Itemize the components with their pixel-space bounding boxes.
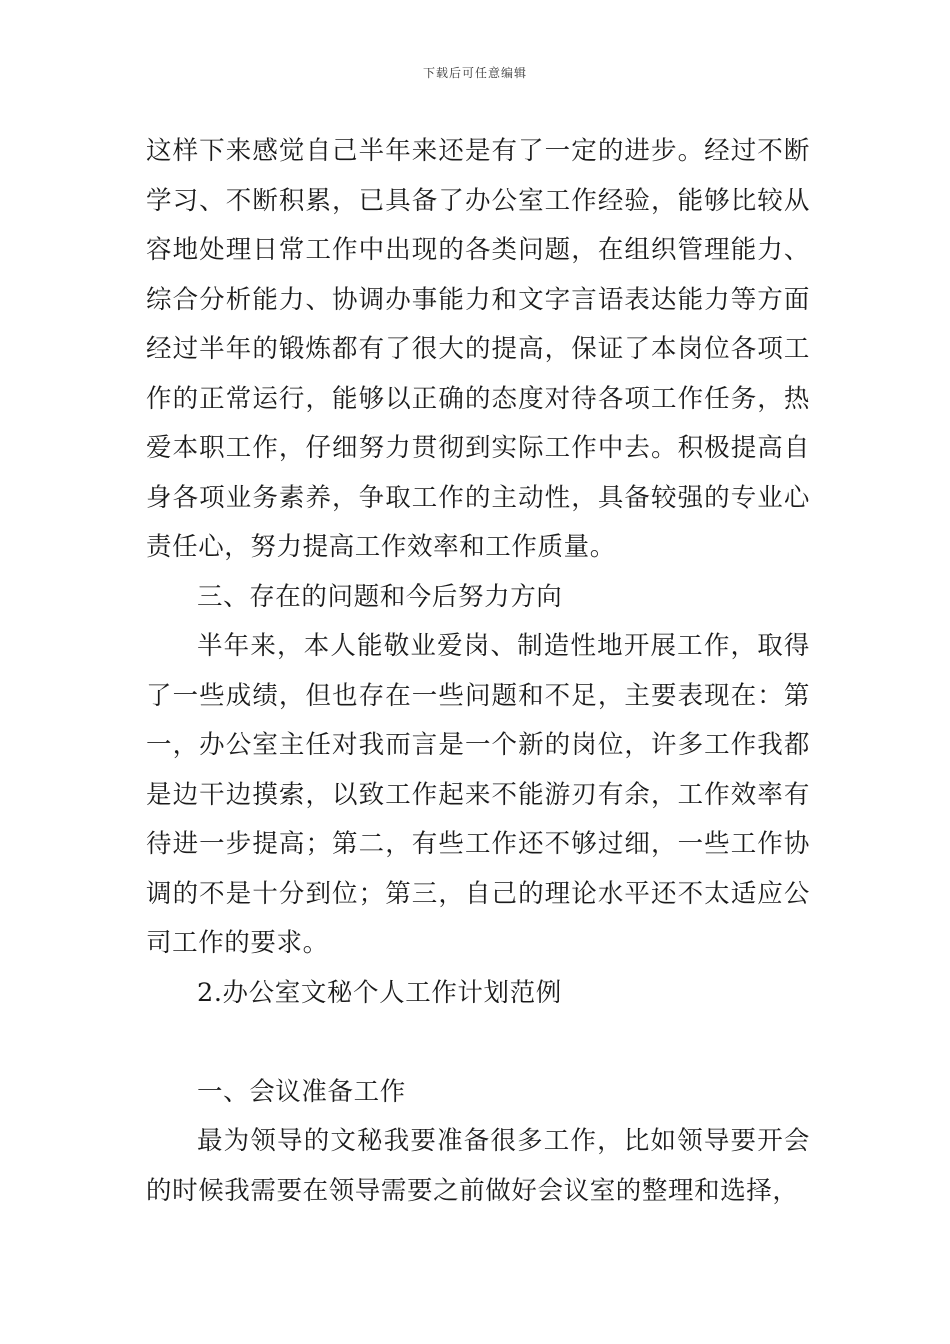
paragraph-progress-summary: 这样下来感觉自己半年来还是有了一定的进步。经过不断学习、不断积累，已具备了办公室工作经验，能够比较从容地处理日常工作中出现的各类问题，在组织管理能力、综合分析能力、协调办事能力和文字言语表达能力等方面经过半年的锻炼都有了很大的提高，保证了本岗位各项工作的正常运行，能够以正确的态度对待各项工作任务，热爱本职工作，仔细努力贯彻到实际工作中去。积极提高自身各项业务素养，争取工作的主动性，具备较强的专业心责任心，努力提高工作效率和工作质量。 (146, 136, 810, 562)
section-heading-problems: 三、存在的问题和今后努力方向 (197, 581, 563, 612)
header-note: 下载后可任意编辑 (422, 66, 527, 80)
article-title-plan: 2.办公室文秘个人工作计划范例 (197, 977, 562, 1008)
paragraph-problems: 半年来，本人能敬业爱岗、制造性地开展工作，取得了一些成绩，但也存在一些问题和不足，主要表现在：第一，办公室主任对我而言是一个新的岗位，许多工作我都是边干边摸索，以致工作起来不能游刃有余，工作效率有待进一步提高；第二，有些工作还不够过细，一些工作协调的不是十分到位；第三，自己的理论水平还不太适应公司工作的要求。 (146, 631, 810, 958)
section-heading-meeting-prep: 一、会议准备工作 (197, 1076, 406, 1107)
paragraph-meeting-prep: 最为领导的文秘我要准备很多工作，比如领导要开会的时候我需要在领导需要之前做好会议室的整理和选择， (146, 1126, 810, 1206)
blank-line (146, 1018, 810, 1068)
document-body (146, 127, 810, 1216)
